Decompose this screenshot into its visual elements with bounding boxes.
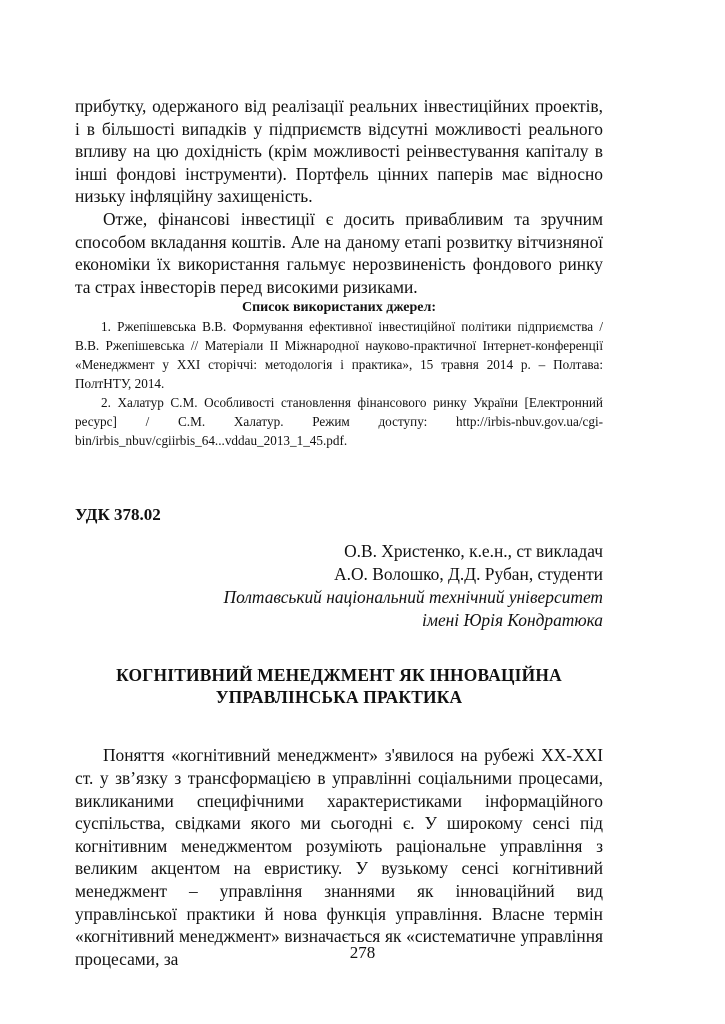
affiliation-line-2: імені Юрія Кондратюка [422,610,603,631]
title-line-1: КОГНІТИВНИЙ МЕНЕДЖМЕНТ ЯК ІННОВАЦІЙНА [116,665,562,686]
author-line-1: О.В. Христенко, к.е.н., ст викладач [344,541,603,562]
affiliation-line-1: Полтавський національний технічний університет [223,587,603,608]
body-paragraph: Поняття «когнітивний менеджмент» з'явилося на рубежі ХХ-ХХІ ст. у зв’язку з трансформацією в управлінні соціальними процесами, викликаними специфічними характеристиками інформаційного суспільства, свідками якого ми сьогодні є. У широкому сенсі під когнітивним менеджментом розуміють раціональне управління з великим акцентом на евристику. У вузькому сенсі когнітивний менеджмент – управління знаннями як інноваційний вид управлінської практики й нова функція управління. Власне термін «когнітивний менеджмент» визначається як «систематичне управління процесами, за [75,745,603,969]
continuation-paragraph: прибутку, одержаного від реалізації реальних інвестиційних проектів, і в більшості випадків у підприємств відсутні можливості реального впливу на цю дохідність (крім можливості реінвестування капіталу в інші фондові інструменти). Портфель цінних паперів має відносно низьку інфляційну захищеність. [75,96,603,207]
reference-item-1: 1. Ржепішевська В.В. Формування ефективної інвестиційної політики підприємства / В.В. Ржепішевська // Матеріали ІІ Міжнародної науково-практичної Інтернет-конференції «Менеджмент у ХХІ сторіччі: методологія і практика», 15 травня 2014 р. – Полтава: ПолтНТУ, 2014. [75,319,603,392]
references-title: Список використаних джерел: [241,300,437,316]
page-content [75,95,603,970]
article-title [75,664,603,708]
title-line-2: УПРАВЛІНСЬКА ПРАКТИКА [215,687,463,708]
udk-code: УДК 378.02 [75,505,161,525]
page-number: 278 [349,943,376,962]
reference-item-2: 2. Халатур С.М. Особливості становлення фінансового ринку України [Електронний ресурс] / С.М. Халатур. Режим доступу: http://irbis-nbuv.gov.ua/cgi-bin/irbis_nbuv/cgiirbis_64...vddau_2013_1_45.pdf. [75,395,603,449]
authors-block [75,540,603,632]
conclusion-paragraph: Отже, фінансові інвестиції є досить привабливим та зручним способом вкладання коштів. Але на даному етапі розвитку вітчизняної економіки їх використання гальмує нерозвиненість фондового ринку та страх інвесторів перед високими ризиками. [75,208,603,297]
author-line-2: А.О. Волошко, Д.Д. Рубан, студенти [334,564,603,585]
